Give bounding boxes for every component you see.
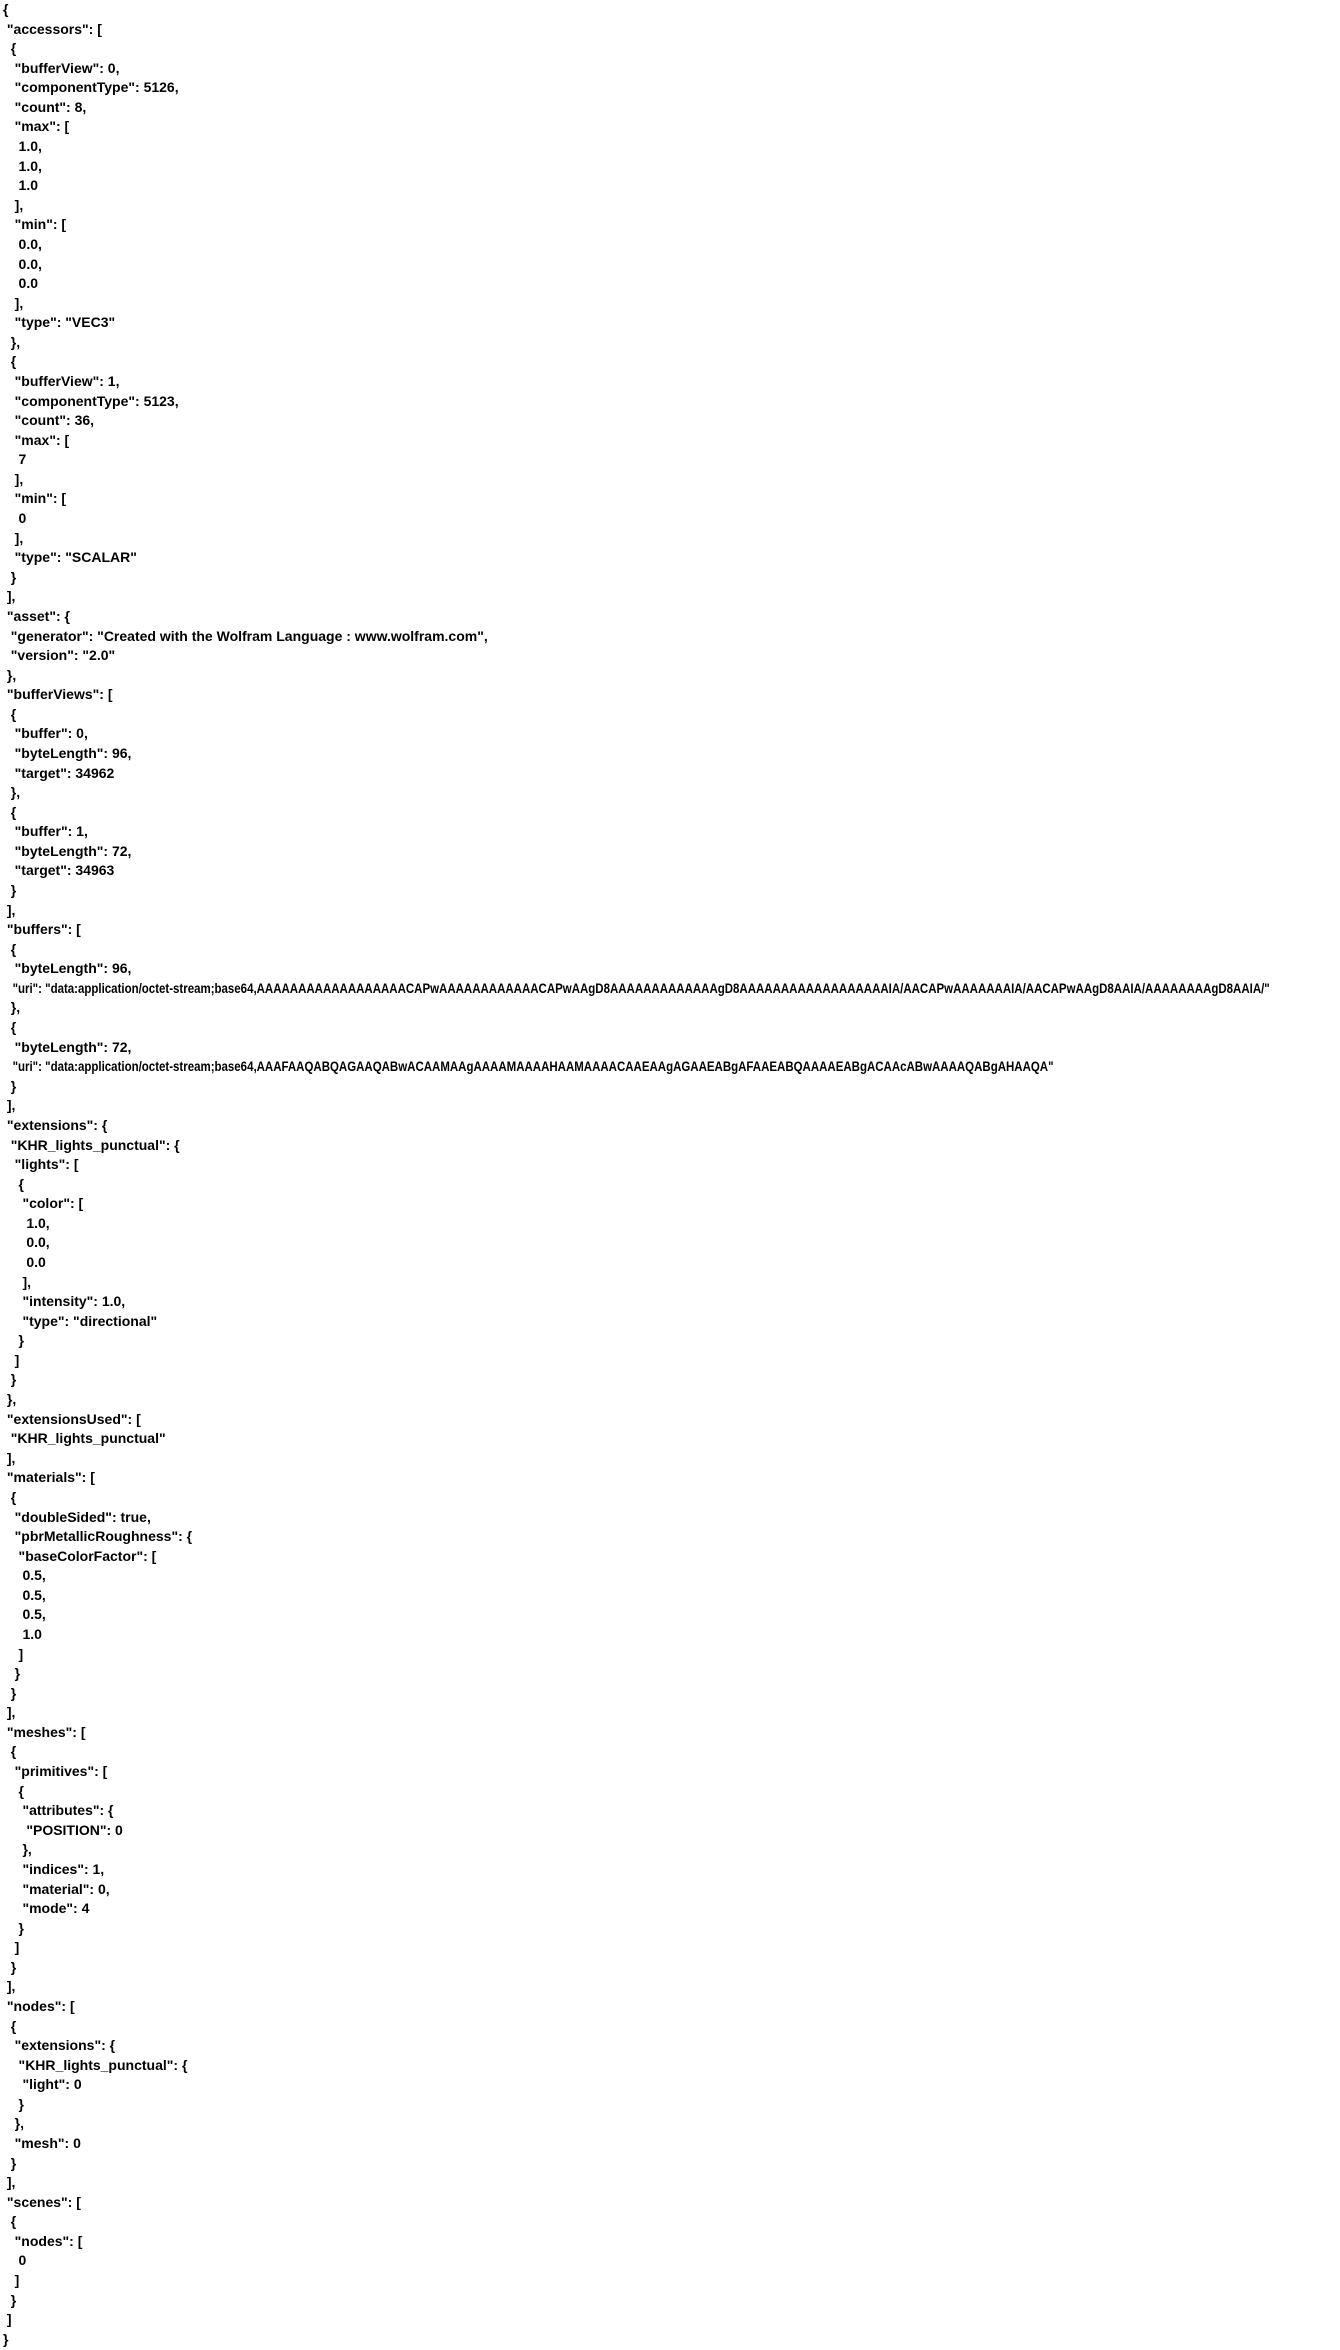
json-line: ], — [3, 529, 24, 546]
json-line: "byteLength": 96, — [3, 960, 132, 977]
json-line: 1.0, — [3, 138, 42, 155]
json-line: "target": 34963 — [3, 862, 115, 879]
json-line: "max": [ — [3, 431, 70, 448]
json-line: }, — [3, 333, 21, 350]
json-line: } — [3, 1958, 17, 1975]
json-line: "generator": "Created with the Wolfram Language : www.wolfram.com", — [3, 627, 488, 644]
json-line: ] — [3, 1939, 20, 1956]
json-line: "min": [ — [3, 490, 67, 507]
json-line: "KHR_lights_punctual": { — [3, 1136, 180, 1153]
json-line: ], — [3, 1978, 16, 1995]
json-line: "mesh": 0 — [3, 2135, 81, 2152]
json-line: } — [3, 1684, 17, 1701]
json-line: 0.5, — [3, 1606, 46, 1623]
json-line: "KHR_lights_punctual" — [3, 1430, 166, 1447]
json-line: "primitives": [ — [3, 1763, 108, 1780]
json-line: }, — [3, 1841, 32, 1858]
json-line: "accessors": [ — [3, 20, 102, 37]
json-line: } — [3, 1332, 25, 1349]
json-line: 1.0, — [3, 1214, 50, 1231]
json-line: "extensionsUsed": [ — [3, 1410, 141, 1427]
json-line: { — [3, 940, 17, 957]
json-line: 0.0 — [3, 275, 39, 292]
json-line: }, — [3, 1391, 17, 1408]
json-line: "nodes": [ — [3, 1997, 75, 2014]
json-line: "byteLength": 72, — [3, 842, 132, 859]
json-line: "componentType": 5126, — [3, 79, 179, 96]
json-line: }, — [3, 999, 21, 1016]
json-line: ], — [3, 470, 24, 487]
json-line: } — [3, 2330, 9, 2347]
json-line: ] — [3, 2311, 12, 2328]
json-line: ], — [3, 1097, 16, 1114]
json-line: { — [3, 1019, 17, 1036]
json-line: "buffer": 0, — [3, 725, 88, 742]
json-line: } — [3, 1077, 17, 1094]
json-line: "meshes": [ — [3, 1723, 86, 1740]
json-line: "byteLength": 96, — [3, 744, 132, 761]
json-line: 0.0 — [3, 1254, 46, 1270]
json-line: 0 — [3, 2252, 27, 2269]
json-line: ], — [3, 2174, 16, 2191]
json-line: 0 — [3, 510, 27, 527]
json-line: } — [3, 2291, 17, 2308]
json-line: "min": [ — [3, 216, 67, 233]
json-line: ] — [3, 2272, 20, 2289]
json-line: "bufferView": 1, — [3, 372, 120, 389]
json-line: "baseColorFactor": [ — [3, 1547, 157, 1564]
json-line: }, — [3, 784, 21, 801]
json-line: "POSITION": 0 — [3, 1821, 123, 1838]
json-line: "type": "directional" — [3, 1312, 158, 1329]
json-line: ], — [3, 1449, 16, 1466]
json-line: { — [3, 803, 17, 820]
json-line: "mode": 4 — [3, 1900, 90, 1917]
json-line: 0.0, — [3, 235, 42, 252]
json-line: } — [3, 882, 17, 899]
json-line: { — [3, 705, 17, 722]
json-line: 0.0, — [3, 255, 42, 272]
json-line: "uri": "data:application/octet-stream;base64,AAAFAAQABQAGAAQABwACAAMAAgAAAAMAAAAHAAMAAAACAAEAAgAGAAEABgAFAAEABQAAAAEABgACAAcABwAAAAQABgAHAAQA" — [3, 1058, 1054, 1075]
json-line: { — [3, 1, 9, 17]
json-line: { — [3, 40, 17, 57]
json-line: } — [3, 1371, 17, 1388]
json-line: 0.5, — [3, 1586, 46, 1603]
json-line: 1.0 — [3, 177, 39, 194]
json-line: ], — [3, 196, 24, 213]
json-line: "buffer": 1, — [3, 823, 88, 840]
json-line: ], — [3, 901, 16, 918]
json-line: 0.5, — [3, 1567, 46, 1584]
json-line: "buffers": [ — [3, 921, 81, 938]
json-line: "type": "SCALAR" — [3, 549, 137, 566]
json-line: "target": 34962 — [3, 764, 115, 781]
json-line: "uri": "data:application/octet-stream;base64,AAAAAAAAAAAAAAAAAACAPwAAAAAAAAAAAACAPwAAgD8AAAAAAAAAAAAAgD8AAAAAAAAAAAAAAAAAAIA/AACAPwAAAAAAAIA/AACAPwAAgD8AAIA/AAAAAAAAgD8AAIA/" — [3, 979, 1270, 996]
json-line: "nodes": [ — [3, 2232, 83, 2249]
json-line: "byteLength": 72, — [3, 1038, 132, 1055]
json-line: } — [3, 2095, 25, 2112]
json-line: "attributes": { — [3, 1802, 114, 1819]
json-line: "light": 0 — [3, 2076, 82, 2093]
json-line: "materials": [ — [3, 1469, 95, 1486]
json-line: 7 — [3, 451, 27, 468]
json-line: "lights": [ — [3, 1156, 79, 1173]
json-line: "material": 0, — [3, 1880, 110, 1897]
json-line: }, — [3, 666, 17, 683]
json-line: "max": [ — [3, 118, 70, 135]
json-line: "KHR_lights_punctual": { — [3, 2056, 188, 2073]
json-line: "componentType": 5123, — [3, 392, 179, 409]
json-line: "doubleSided": true, — [3, 1508, 151, 1525]
json-line: ] — [3, 1351, 20, 1368]
json-line: "version": "2.0" — [3, 647, 116, 664]
json-line: "pbrMetallicRoughness": { — [3, 1528, 193, 1545]
json-line: }, — [3, 2115, 25, 2132]
json-line: { — [3, 353, 17, 370]
json-line: "type": "VEC3" — [3, 314, 116, 331]
json-line: "intensity": 1.0, — [3, 1293, 126, 1310]
json-line: ], — [3, 1704, 16, 1721]
json-line: } — [3, 568, 17, 585]
json-line: "extensions": { — [3, 1116, 108, 1133]
json-line: 1.0 — [3, 1625, 42, 1642]
json-line: } — [3, 2154, 17, 2171]
json-line: "scenes": [ — [3, 2193, 81, 2210]
json-line: ], — [3, 588, 16, 605]
json-line: "count": 36, — [3, 412, 95, 429]
json-line: { — [3, 1175, 25, 1192]
json-line: ] — [3, 1645, 24, 1662]
json-line: "extensions": { — [3, 2037, 116, 2054]
json-line: { — [3, 1782, 25, 1799]
json-line: ], — [3, 1273, 31, 1290]
json-line: { — [3, 1488, 17, 1505]
json-line: { — [3, 2017, 17, 2034]
json-line: ], — [3, 294, 24, 311]
json-line: } — [3, 1665, 21, 1682]
json-line: "count": 8, — [3, 98, 87, 115]
json-line: 0.0, — [3, 1234, 50, 1251]
json-line: "indices": 1, — [3, 1860, 105, 1877]
json-line: "bufferViews": [ — [3, 686, 113, 703]
json-line: 1.0, — [3, 157, 42, 174]
json-line: { — [3, 1743, 17, 1760]
json-line: "bufferView": 0, — [3, 59, 120, 76]
json-line: "asset": { — [3, 607, 70, 624]
json-line: { — [3, 2213, 17, 2230]
json-line: } — [3, 1919, 25, 1936]
json-line: "color": [ — [3, 1195, 84, 1212]
